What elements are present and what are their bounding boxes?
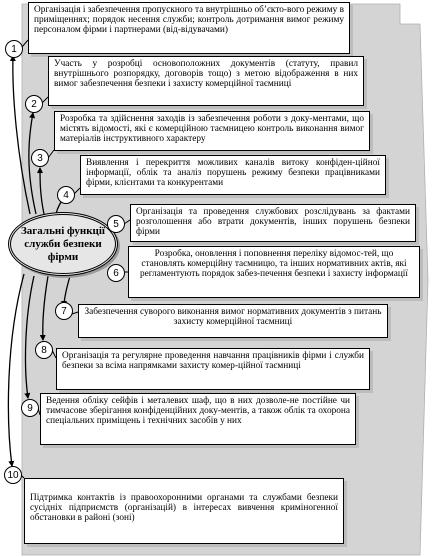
function-box-6: Розробка, оновлення і поповнення переліку відомос-тей, що становлять комерційну таємницю, та інших нормативних актів, які регламентують порядок забез-печення безпеки і захисту інформації	[128, 246, 420, 298]
function-box-10: Підтримка контактів із правоохоронними органами та службами безпеки сусідніх підприємств (організацій) в інтересах вивчення криміногенної обстановки в районі (зоні)	[24, 478, 344, 544]
function-box-8: Організація та регулярне проведення навчання працівників фірми і служби безпеки за всіма напрямками захисту комер-ційної таємниці	[56, 348, 370, 390]
number-circle-6: 6	[107, 264, 125, 282]
function-box-3: Розробка та здійснення заходів із забезпечення роботи з доку-ментами, що містять відомості, які є комерційною таємницею контроль виконання вимог матеріалів інструктивного характеру	[54, 111, 370, 151]
function-box-2: Участь у розробці основоположних документів (статуту, правил внутрішнього розпорядку, договорів тощо) з метою відображення в них вимог забезпечення безпеки і захисту комерційної таємниці	[48, 56, 364, 106]
function-box-4: Виявлення і перекриття можливих каналів витоку конфіден-ційної інформації, облік та аналіз порушень режиму безпеки працівниками фірми, клієнтами та конкурентами	[80, 155, 386, 195]
number-circle-4: 4	[57, 186, 75, 204]
number-circle-3: 3	[31, 149, 49, 167]
number-circle-7: 7	[55, 302, 73, 320]
hub-general-functions	[8, 212, 118, 276]
number-circle-9: 9	[21, 399, 39, 417]
number-circle-10: 10	[4, 466, 22, 484]
function-box-7: Забезпечення суворого виконання вимог нормативних документів з питань захисту комерційної таємниці	[78, 304, 388, 338]
function-box-9: Ведення обліку сейфів і металевих шаф, що в них дозволе-не постійне чи тимчасове зберігання конфіденційних доку-ментів, а також облік та охорона спеціальних приміщень і технічних засобів у них	[40, 393, 356, 445]
function-box-1: Організація і забезпечення пропускного та внутрішньо об’єкто-вого режиму в приміщеннях; порядок несення служби; контроль дотримання вимог режиму персоналом фірми і партнерами (від-відувачами)	[28, 2, 350, 54]
function-box-5: Організація та проведення службових розслідувань за фактами розголошення або втрати документів, інших порушень безпеки фірми	[130, 204, 416, 242]
hub-title: Загальні функції служби безпеки фірми	[21, 224, 105, 263]
number-circle-8: 8	[35, 341, 53, 359]
number-circle-2: 2	[25, 95, 43, 113]
number-circle-1: 1	[5, 40, 23, 58]
number-circle-5: 5	[107, 215, 125, 233]
